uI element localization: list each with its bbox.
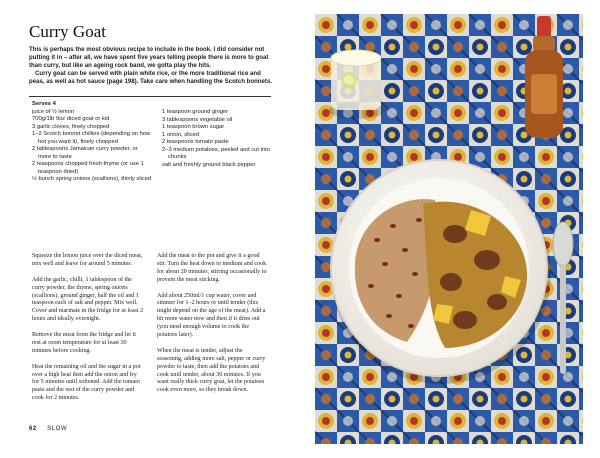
intro-paragraph: Curry goat can be served with plain white rice, or the more traditional rice and peas, as well as hot sauce (page 198). Take care when handling the Scotch bonnets. bbox=[29, 70, 273, 86]
lemonade-glass bbox=[329, 50, 385, 119]
ingredient-item: 2 tablespoons Jamaican curry powder, or more to taste bbox=[32, 146, 138, 160]
page-number: 62 bbox=[29, 426, 37, 432]
ingredient-item: 1 teaspoon brown sugar bbox=[162, 124, 225, 131]
ingredients-column-right bbox=[162, 109, 282, 169]
ingredient-item: 3 garlic cloves, finely chopped bbox=[32, 123, 110, 130]
method-step: Heat the remaining oil and the sugar in a pot over a high heat then add the onion and fry for 5 minutes until softened. Add the tomato paste and the rest of the curry powder and cook for 2 minutes. bbox=[32, 363, 141, 402]
curry-goat-photo bbox=[315, 14, 583, 444]
ingredient-item: 3 tablespoons vegetable oil bbox=[162, 116, 233, 123]
ingredient-item: 2–3 medium potatoes, peeled and cut into chunks bbox=[162, 146, 270, 161]
page-footer bbox=[29, 426, 67, 432]
ingredient-item: salt and freshly ground black pepper bbox=[162, 161, 256, 168]
method-step: Add the meat to the pot and give it a good stir. Turn the heat down to medium and cook for about 20 minutes, stirring occasionally to prevent the meat sticking. bbox=[157, 253, 267, 283]
ingredient-item: 2 teaspoons chopped fresh thyme (or use 1 teaspoon dried) bbox=[32, 161, 144, 175]
ingredient-item: ½ bunch spring onions (scallions), thinly sliced bbox=[32, 176, 152, 183]
section-divider bbox=[29, 96, 271, 97]
method-step: Add the garlic, chilli, 1 tablespoon of the curry powder, the thyme, spring onions (scallions), ground ginger, half the oil and 1 teaspoon each of salt and pepper. Mix well. Cover and marinate in the fridge for at least 2 hours and ideally overnight. bbox=[32, 276, 144, 323]
method-step: Squeeze the lemon juice over the diced meat, mix well and leave for around 5 minutes. bbox=[32, 253, 143, 267]
method-column-left bbox=[32, 253, 144, 411]
method-step: Add about 250ml/1 cup water, cover and simmer for 1–2 hours or until tender (this might depend on the age of the meat). Add a bit more water now and then if it dries out (you need enough volume to cook the potatoes later). bbox=[157, 292, 266, 339]
section-name: SLOW bbox=[47, 426, 68, 432]
ingredient-item: 2 teaspoons tomato paste bbox=[162, 139, 229, 146]
ingredients-column-left bbox=[32, 101, 152, 184]
ingredient-item: 1 onion, sliced bbox=[162, 131, 200, 138]
ingredient-item: 1 teaspoon ground ginger bbox=[162, 109, 229, 115]
intro-paragraph: This is perhaps the most obvious recipe to include in the book. I did consider not putting it in – after all, we have spent five years telling people there is more to goat than curry, but like an ageing rock band, we gotta play the hits. bbox=[29, 46, 269, 70]
ingredient-item: 700g/1lb 9oz diced goat or kid bbox=[32, 116, 110, 123]
method-column-right bbox=[157, 253, 269, 403]
method-step: Remove the meat from the fridge and let it rest at room temperature for at least 30 minutes before cooking. bbox=[32, 332, 136, 354]
recipe-title: Curry Goat bbox=[29, 22, 106, 41]
ingredient-item: 1–2 Scotch bonnet chillies (depending on how hot you want it), finely chopped bbox=[32, 131, 151, 145]
dish-illustration bbox=[315, 14, 583, 444]
method-step: When the meat is tender, adjust the seasoning, adding more salt, pepper or curry powder to taste, then add the potatoes and cook until tender, about 30 minutes. If you want really thick curry goat, let the potatoes cook even more, so they break down. bbox=[157, 347, 266, 394]
recipe-intro bbox=[29, 46, 273, 86]
serves-label: Serves 4 bbox=[32, 101, 56, 107]
ingredient-item: juice of ½ lemon bbox=[32, 108, 75, 115]
curry-plate bbox=[331, 160, 551, 384]
